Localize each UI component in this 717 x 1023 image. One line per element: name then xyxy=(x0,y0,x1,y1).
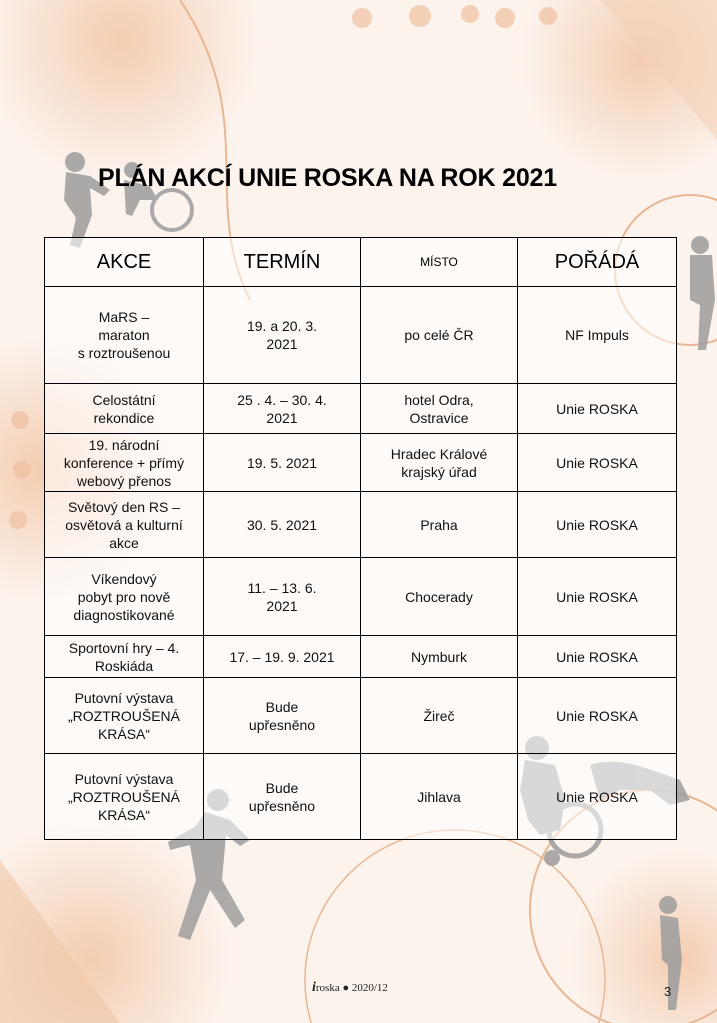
cell-termin: 25 . 4. – 30. 4. 2021 xyxy=(204,384,361,434)
table-row xyxy=(45,434,677,492)
cell-termin: Bude upřesněno xyxy=(204,754,361,840)
cell-termin: 17. – 19. 9. 2021 xyxy=(204,636,361,678)
cell-akce: Světový den RS – osvětová a kulturní akce xyxy=(45,492,204,558)
header-poradá: POŘÁDÁ xyxy=(518,238,677,287)
page-number: 3 xyxy=(664,984,672,999)
cell-akce: 19. národní konference + přímý webový přenos xyxy=(45,434,204,492)
cell-misto: Nymburk xyxy=(361,636,518,678)
cell-termin: 19. a 20. 3. 2021 xyxy=(204,287,361,384)
table-row xyxy=(45,558,677,636)
cell-porada: Unie ROSKA xyxy=(518,558,677,636)
cell-misto: hotel Odra, Ostravice xyxy=(361,384,518,434)
cell-akce: Sportovní hry – 4. Roskiáda xyxy=(45,636,204,678)
footer-brand-name: roska xyxy=(315,982,340,994)
footer-brand xyxy=(312,980,388,996)
cell-misto: Chocerady xyxy=(361,558,518,636)
events-table xyxy=(44,237,677,840)
cell-termin: Bude upřesněno xyxy=(204,678,361,754)
table-row xyxy=(45,754,677,840)
cell-porada: Unie ROSKA xyxy=(518,434,677,492)
cell-termin: 11. – 13. 6. 2021 xyxy=(204,558,361,636)
cell-akce: MaRS – maraton s roztroušenou xyxy=(45,287,204,384)
cell-termin: 19. 5. 2021 xyxy=(204,434,361,492)
cell-akce: Putovní výstava „ROZTROUŠENÁ KRÁSA“ xyxy=(45,754,204,840)
table-row xyxy=(45,492,677,558)
page-title: PLÁN AKCÍ UNIE ROSKA NA ROK 2021 xyxy=(98,164,557,192)
cell-porada: Unie ROSKA xyxy=(518,636,677,678)
cell-porada: Unie ROSKA xyxy=(518,492,677,558)
table-header-row xyxy=(45,238,677,287)
cell-misto: Praha xyxy=(361,492,518,558)
table-row xyxy=(45,287,677,384)
cell-akce: Víkendový pobyt pro nově diagnostikované xyxy=(45,558,204,636)
cell-misto: Hradec Králové krajský úřad xyxy=(361,434,518,492)
cell-porada: NF Impuls xyxy=(518,287,677,384)
cell-misto: po celé ČR xyxy=(361,287,518,384)
cell-akce: Putovní výstava „ROZTROUŠENÁ KRÁSA“ xyxy=(45,678,204,754)
table-row xyxy=(45,636,677,678)
table-row xyxy=(45,384,677,434)
cell-porada: Unie ROSKA xyxy=(518,384,677,434)
header-misto: MÍSTO xyxy=(361,238,518,287)
cell-misto: Jihlava xyxy=(361,754,518,840)
table-row xyxy=(45,678,677,754)
cell-termin: 30. 5. 2021 xyxy=(204,492,361,558)
cell-misto: Žireč xyxy=(361,678,518,754)
cell-porada: Unie ROSKA xyxy=(518,678,677,754)
header-termin: TERMÍN xyxy=(204,238,361,287)
footer-issue: 2020/12 xyxy=(351,982,388,994)
bullet-icon: ● xyxy=(342,982,350,994)
logo-i: i xyxy=(312,980,316,995)
header-akce: AKCE xyxy=(45,238,204,287)
cell-akce: Celostátní rekondice xyxy=(45,384,204,434)
cell-porada: Unie ROSKA xyxy=(518,754,677,840)
